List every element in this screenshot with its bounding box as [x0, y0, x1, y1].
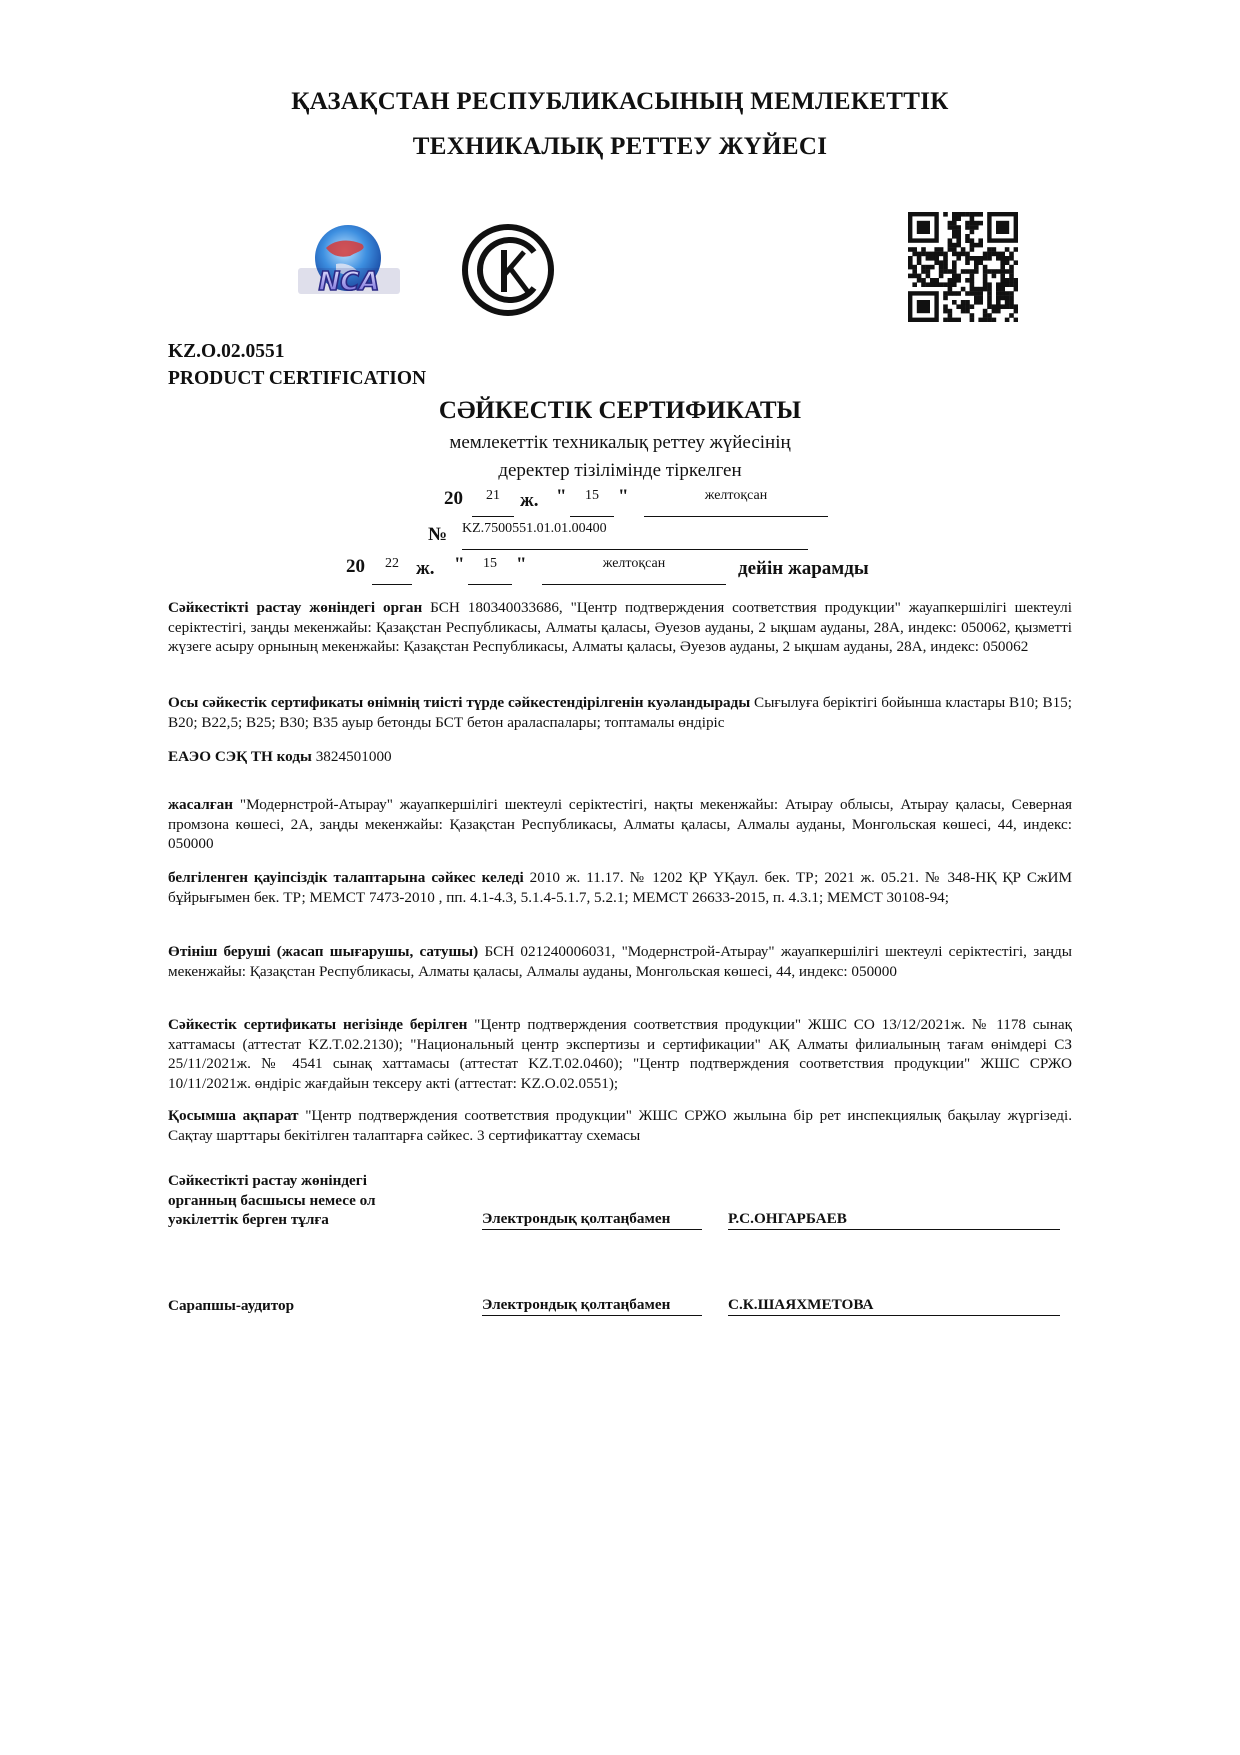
section-label: Өтініш беруші (жасап шығарушы, сатушы) — [168, 943, 479, 960]
section-text: Сығылуға беріктігі бойынша кластары В10; В15; В20; В22,5; В25; В30; В35 ауыр бетонды БСТ бетон араласпалары; топтамалы өндіріс — [168, 694, 1072, 731]
section-label: Сәйкестік сертификаты негізінде берілген — [168, 1016, 468, 1033]
head-label-line-3: уәкілеттік берген тұлға — [168, 1211, 329, 1228]
certification-body-section — [168, 598, 1072, 657]
section-text: БСН 021240006031, "Модернстрой-Атырау" жауапкершілігі шектеулі серіктестігі, заңды мекенжайы: Қазақстан Республикасы, Алматы қаласы, Алмалы ауданы, Монгольская көшесі, 44, индекс: 050000 — [168, 943, 1072, 980]
validity-year-label: ж. — [416, 558, 435, 579]
head-signatory-label — [168, 1171, 428, 1230]
applicant-section — [168, 942, 1072, 981]
section-text: БСН 180340033686, "Центр подтверждения соответствия продукции" жауапкершілігі шектеулі серіктестігі, заңды мекенжайы: Қазақстан Республикасы, Алматы қаласы, Әуезов ауданы, 2 ықшам ауданы, 28А, индекс: 050062, қызметті жүзеге асыру орнының мекенжайы: Қазақстан Республикасы, Алматы қаласы, Әуезов ауданы, 2 ықшам ауданы, 28А, индекс: 050062 — [168, 599, 1072, 655]
head-label-line-1: Сәйкестікті растау жөніндегі — [168, 1172, 367, 1189]
registration-year-prefix: 20 — [444, 488, 463, 509]
validity-month: желтоқсан — [542, 556, 726, 585]
validity-year-suffix: 22 — [372, 556, 412, 585]
registration-year-label: ж. — [520, 490, 539, 511]
svg-text:NCA: NCA — [318, 267, 380, 297]
head-label-line-2: органның басшысы немесе ол — [168, 1191, 376, 1209]
section-label: белгіленген қауіпсіздік талаптарына сәйкес келеді — [168, 869, 524, 886]
kz-conformity-mark-icon — [460, 222, 556, 318]
head-signatory-name: Р.С.ОНГАРБАЕВ — [728, 1210, 1060, 1230]
additional-info-section — [168, 1106, 1072, 1145]
section-text: "Модернстрой-Атырау" жауапкершілігі шектеулі серіктестігі, нақты мекенжайы: Атырау облысы, Атырау қаласы, Северная промзона көшесі, 2А, заңды мекенжайы: Қазақстан Республикасы, Алматы қаласы, Алмалы ауданы, Монгольская көшесі, 44, индекс: 050000 — [168, 796, 1072, 852]
nca-logo-icon — [296, 222, 402, 304]
requirements-section — [168, 868, 1072, 907]
head-signature-method: Электрондық қолтаңбамен — [482, 1210, 702, 1230]
registration-year-suffix: 21 — [472, 488, 514, 517]
section-text: 3824501000 — [311, 748, 392, 765]
validity-suffix: дейін жарамды — [738, 558, 869, 579]
validity-day: 15 — [468, 556, 512, 585]
section-text: "Центр подтверждения соответствия продукции" ЖШС СО 13/12/2021ж. № 1178 сынақ хаттамасы (аттестат KZ.T.02.2130); "Национальный центр экспертизы и сертификации" АҚ Алматы филиалының тағам өнімдері СЗ 25/11/2021ж. № 4541 сынақ хаттамасы (аттестат KZ.T.02.0460); "Центр подтверждения соответствия продукции" ЖШС СРЖО 10/11/2021ж. өндіріс жағдайын тексеру акті (аттестат: KZ.O.02.0551); — [168, 1016, 1072, 1092]
registration-month: желтоқсан — [644, 488, 828, 517]
certificate-subtitle-2: деректер тізілімінде тіркелген — [498, 460, 742, 481]
validity-year-prefix: 20 — [346, 556, 365, 577]
header-line-1: ҚАЗАҚСТАН РЕСПУБЛИКАСЫНЫҢ МЕМЛЕКЕТТІК — [291, 88, 949, 115]
validity-quote-open: " — [454, 554, 465, 575]
basis-section — [168, 1015, 1072, 1093]
certification-type: PRODUCT CERTIFICATION — [168, 368, 427, 389]
section-label: Сәйкестікті растау жөніндегі орган — [168, 599, 423, 616]
registration-quote-open: " — [556, 486, 567, 507]
registration-day: 15 — [570, 488, 614, 517]
auditor-label: Сарапшы-аудитор — [168, 1297, 295, 1314]
registration-number-label: № — [428, 524, 448, 545]
auditor-signature-method: Электрондық қолтаңбамен — [482, 1296, 702, 1316]
product-section — [168, 693, 1072, 732]
certificate-title: СӘЙКЕСТІК СЕРТИФИКАТЫ — [438, 397, 802, 424]
auditor-name: С.К.ШАЯХМЕТОВА — [728, 1296, 1060, 1316]
section-text: 2010 ж. 11.17. № 1202 ҚР ҮҚаул. бек. ТР; 2021 ж. 05.21. № 348-НҚ ҚР СжИМ бұйрығымен бек. ТР; МЕМСТ 7473-2010 , пп. 4.1-4.3, 5.1.4-5.1.7, 5.2.1; МЕМСТ 26633-2015, п. 4.3.1; МЕМСТ 30108-94; — [168, 869, 1072, 906]
tn-code-section — [168, 747, 1072, 767]
section-label: Қосымша ақпарат — [168, 1107, 299, 1124]
header-line-2: ТЕХНИКАЛЫҚ РЕТТЕУ ЖҮЙЕСІ — [412, 133, 828, 160]
section-label: жасалған — [168, 796, 234, 813]
certificate-subtitle-1: мемлекеттік техникалық реттеу жүйесінің — [449, 432, 791, 453]
section-label: Осы сәйкестік сертификаты өнімнің тиісті түрде сәйкестендірілгенін куәландырады — [168, 694, 751, 711]
validity-quote-close: " — [516, 554, 527, 575]
qr-code-icon — [908, 212, 1018, 322]
section-text: "Центр подтверждения соответствия продукции" ЖШС СРЖО жылына бір рет инспекциялық бақылау жүргізеді. Сақтау шарттары бекітілген талаптарға сәйкес. 3 сертификаттау схемасы — [168, 1107, 1073, 1144]
manufacturer-section — [168, 795, 1072, 854]
certification-code: KZ.O.02.0551 — [168, 341, 285, 362]
registration-number: KZ.7500551.01.01.00400 — [462, 521, 808, 550]
registration-quote-close: " — [618, 486, 629, 507]
section-label: ЕАЭО СЭҚ ТН коды — [168, 748, 312, 765]
